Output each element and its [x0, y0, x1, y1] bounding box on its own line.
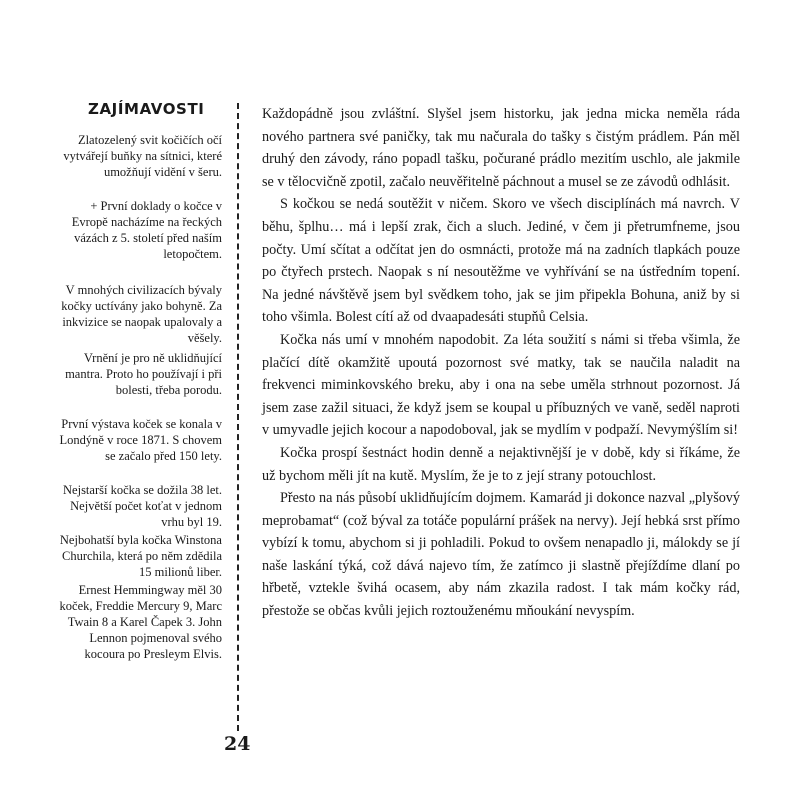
- body-paragraph: S kočkou se nedá soutěžit v ničem. Skoro ve všech disciplínách má navrch. V běhu, šplhu… má i lepší zrak, čich a sluch. Jediné, v čem ji přetrumfneme, jsou počty. Umí sčítat a odčítat jen do osmnácti, protože má na zadních tlapkách pouze po čtyřech prstech. Naopak s ní nesoutěžme ve vyhřívání se na ústředním topení. Na jedné návštěvě jsem byl svědkem toho, jak se jim připekla Bohuna, aniž by si toho všimla. Bolest cítí až od dvaapadesáti stupňů Celsia.: [262, 196, 740, 326]
- main-text: [262, 103, 740, 623]
- body-paragraph: Kočka nás umí v mnohém napodobit. Za léta soužití s námi si třeba všimla, že plačící dítě okamžitě upoutá pozornost své matky, tak se naučila naladit na frekvenci miminkovského breku, aby i ona na sebe uměla strhnout pozornost. Já jsem zase zažil situaci, že když jsem se koupal u příbuzných ve vaně, seděl naproti v umyvadle jejich kocour a napodoboval, jak se mydlím v podpaží. Nevymýšlím si!: [262, 331, 740, 439]
- fact-item: Ernest Hemmingway měl 30 koček, Freddie Mercury 9, Marc Twain 8 a Karel Čapek 3. John Lennon pojmenoval svého kocoura po Presleym Elvis.: [59, 583, 222, 661]
- body-paragraph: Každopádně jsou zvláštní. Slyšel jsem historku, jak jedna micka neměla ráda nového partnera své paničky, tak mu načurala do tašky s čistým prádlem. Pán měl druhý den závody, ráno popadl tašku, počurané prádlo mezitím uschlo, ale jakmile se v tělocvičně zpotil, začalo neuvěřitelně páchnout a musel se ze závodů odhlásit.: [262, 106, 740, 190]
- fact-item: V mnohých civilizacích bývaly kočky uctívány jako bohyně. Za inkvizice se naopak upalovaly a věšely.: [61, 283, 222, 345]
- fact-item: Zlatozelený svit kočičích očí vytvářejí buňky na sítnici, které umožňují vidění v šeru.: [63, 133, 222, 179]
- fact-item: Nejbohatší byla kočka Winstona Churchila, která po něm zdědila 15 milionů liber.: [59, 533, 222, 579]
- dashed-column-divider: [237, 103, 239, 731]
- fact-item: První výstava koček se konala v Londýně v roce 1871. S chovem se začalo před 150 lety.: [59, 417, 222, 463]
- fact-item: Nejstarší kočka se dožila 38 let. Největší počet koťat v jednom vrhu byl 19.: [63, 483, 222, 529]
- fact-item: Vrnění je pro ně uklidňující mantra. Proto ho používají i při bolesti, třeba porodu.: [65, 351, 222, 397]
- body-paragraph: Kočka prospí šestnáct hodin denně a nejaktivnější je v době, kdy si říkáme, že už bychom měli jít na kutě. Myslím, že je to z její strany potouchlost.: [262, 444, 740, 484]
- page-number: 24: [224, 733, 251, 755]
- fact-item: + První doklady o kočce v Evropě nacházíme na řeckých vázách z 5. století před naším letopočtem.: [71, 199, 222, 261]
- sidebar-title: ZAJÍMAVOSTI: [88, 100, 205, 118]
- body-paragraph: Přesto na nás působí uklidňujícím dojmem. Kamarád ji dokonce nazval „plyšový meprobamat“ (což býval za totáče populární prášek na nervy). Její hebká srst přímo vybízí k tomu, abychom si ji pohladili. Pokud to ovšem nenapadlo ji, málokdy se jí naše laskání týká, což dává najevo tím, že zatímco ji slastně přejíždíme dlaní po hřbetě, vztekle švihá ocasem, aby nám zkazila radost. I tak mám kočky rád, přestože se občas kvůli jejich roztouženému mňoukání nevyspím.: [262, 490, 740, 620]
- facts-list: [56, 132, 222, 662]
